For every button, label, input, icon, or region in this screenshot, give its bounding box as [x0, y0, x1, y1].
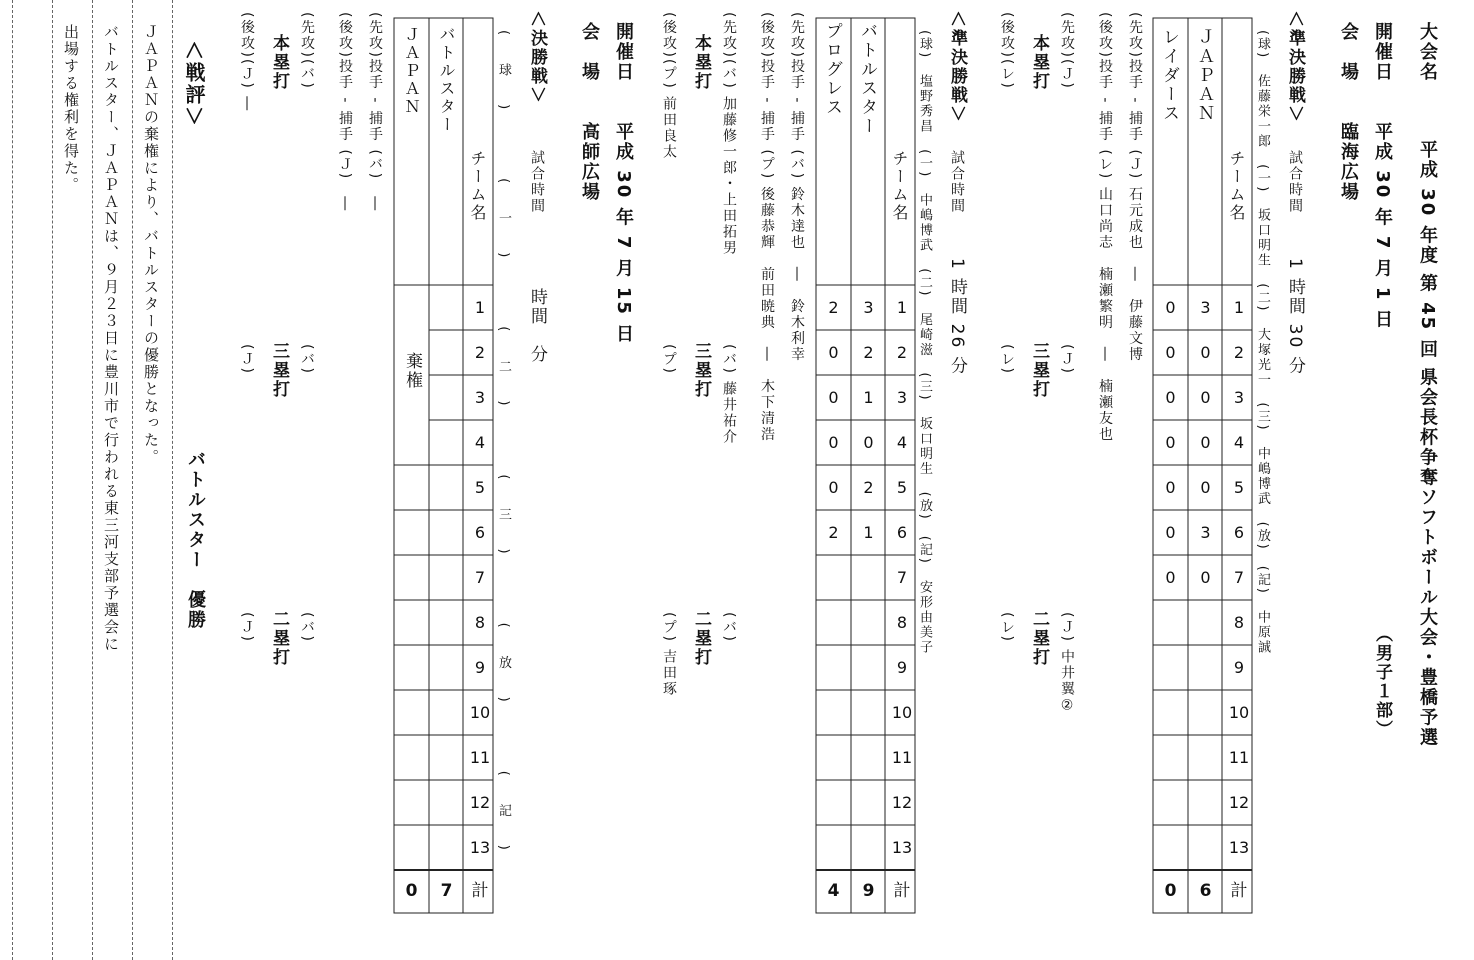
score-cell: 0 — [1165, 388, 1176, 407]
score-cell: 3 — [863, 298, 874, 317]
game2-2b-bottom: (プ) 吉田琢 — [661, 612, 677, 698]
game1-battery-bottom: (後攻)投手 - 捕手 (レ) 山口尚志 楠瀬繁明 ― 楠瀬友也 — [1097, 12, 1113, 443]
game1-umpires: (球) 佐藤栄一郎 (一) 坂口明生 (二) 大塚光一 (三) 中嶋博武 (放) (記) 中原誠 — [1255, 30, 1270, 655]
game3-2b-bottom: (Ｊ) — [239, 612, 255, 643]
score-cell: 0 — [1200, 433, 1211, 452]
tournament-name: 平成 30 年度 第 45 回 県会長杯争奪ソフトボール大会・豊橋予選 — [1417, 140, 1438, 748]
inning-number: 11 — [891, 748, 913, 767]
inning-number: 4 — [474, 433, 486, 452]
game1-2b-bottom: (レ) — [999, 612, 1015, 643]
game1-battery-top: (先攻)投手 - 捕手 (Ｊ) 石元成也 ― 伊藤文博 — [1127, 12, 1143, 363]
score-total: 0 — [405, 881, 418, 901]
game3-battery-bottom: (後攻)投手 - 捕手 (Ｊ) ― — [337, 12, 353, 213]
inning-number: 6 — [474, 523, 486, 542]
review-ruled-line-2 — [92, 0, 93, 960]
score-total: 0 — [1164, 881, 1177, 901]
game1-team2-name: レイダース — [1159, 28, 1179, 123]
inning-number: 13 — [469, 838, 491, 857]
game1-time-label: 試合時間 — [1287, 150, 1303, 214]
game2-team-header: チーム名 — [890, 150, 909, 222]
score-cell: 1 — [863, 523, 874, 542]
tournament-name-label: 大会名 — [1417, 22, 1438, 82]
score-cell: 0 — [1165, 298, 1176, 317]
score-cell: 0 — [1165, 568, 1176, 587]
game3-team1-name: バトルスター — [437, 26, 456, 134]
game3-umpires: (球) (一) (二) (三) (放) (記) — [496, 30, 511, 878]
game1-2b-label: 二塁打 — [1029, 610, 1049, 667]
final-venue-label: 会 場 — [579, 22, 600, 82]
game3-2b-label: 二塁打 — [269, 610, 289, 667]
game2-battery-top: (先攻)投手 - 捕手 (バ) 鈴木達也 ― 鈴木利幸 — [789, 12, 805, 363]
game1-3b-bottom: (レ) — [999, 344, 1015, 375]
review-ruled-line-4 — [12, 0, 13, 960]
venue-value: 臨海広場 — [1338, 122, 1359, 202]
score-cell: 0 — [1200, 478, 1211, 497]
inning-number: 1 — [1233, 298, 1245, 317]
game3-team2-name: ＪＡＰＡＮ — [402, 26, 421, 116]
game1-team-header: チーム名 — [1227, 150, 1246, 222]
inning-number: 7 — [896, 568, 908, 587]
game2-hr-bottom: (後攻)(プ) 前田良太 — [661, 12, 677, 161]
game3-time-label: 試合時間 — [529, 150, 545, 214]
inning-number: 9 — [474, 658, 486, 677]
review-line-2: バトルスター、ＪＡＰＡＮは、９月２３日に豊川市で行われる東三河支部予選会に — [102, 24, 120, 653]
total-label: 計 — [893, 881, 911, 901]
inning-number: 4 — [1233, 433, 1245, 452]
score-cell: 0 — [1200, 343, 1211, 362]
game2-hr-label: 本塁打 — [691, 34, 711, 91]
game3-time: 時間 分 — [527, 288, 547, 364]
tournament-division: （男子１部） — [1372, 625, 1392, 739]
inning-number: 5 — [474, 478, 486, 497]
score-cell: 0 — [828, 478, 839, 497]
inning-number: 5 — [896, 478, 908, 497]
final-venue: 高師広場 — [579, 122, 600, 202]
score-cell: 2 — [828, 523, 839, 542]
game2-2b-top: (バ) — [721, 612, 737, 643]
score-cell: 0 — [1165, 343, 1176, 362]
score-total: 6 — [1199, 881, 1212, 901]
game1-3b-label: 三塁打 — [1029, 342, 1049, 399]
game1-hr-bottom: (後攻)(レ) — [999, 12, 1015, 90]
inning-number: 1 — [474, 298, 486, 317]
score-cell: 2 — [828, 298, 839, 317]
game1-hr-top: (先攻)(Ｊ) — [1059, 12, 1075, 90]
review-ruled-line-3 — [52, 0, 53, 960]
game2-hr-top: (先攻)(バ) 加藤修一郎・上田拓男 — [721, 12, 737, 257]
game1-time: 1 時間 30 分 — [1285, 258, 1305, 376]
inning-number: 5 — [1233, 478, 1245, 497]
inning-number: 9 — [896, 658, 908, 677]
final-date: 平成 30 年 7 月 15 日 — [613, 122, 634, 345]
inning-number: 10 — [1228, 703, 1250, 722]
inning-number: 2 — [1233, 343, 1245, 362]
inning-number: 8 — [896, 613, 908, 632]
score-cell: 0 — [1165, 433, 1176, 452]
review-line-3: 出場する権利を得た。 — [62, 24, 80, 194]
game3-team-header: チーム名 — [468, 150, 487, 222]
score-cell: 3 — [1200, 298, 1211, 317]
score-cell: 0 — [1200, 388, 1211, 407]
inning-number: 9 — [1233, 658, 1245, 677]
game1-team1-name: ＪＡＰＡＮ — [1194, 28, 1214, 123]
inning-number: 10 — [469, 703, 491, 722]
score-cell: 0 — [1165, 478, 1176, 497]
score-cell: 0 — [1165, 523, 1176, 542]
review-ruled-line-1 — [132, 0, 133, 960]
game2-battery-bottom: (後攻)投手 - 捕手 (プ) 後藤恭輝 前田暁典 ― 木下清浩 — [759, 12, 775, 443]
game3-3b-top: (バ) — [299, 344, 315, 375]
game1-hr-label: 本塁打 — [1029, 34, 1049, 91]
review-title: ＜戦評＞ — [182, 40, 206, 128]
game3-battery-top: (先攻)投手 - 捕手 (バ) ― — [367, 12, 383, 213]
score-total: 4 — [827, 881, 840, 901]
game2-team1-name: バトルスター — [857, 22, 877, 136]
inning-number: 6 — [1233, 523, 1245, 542]
total-label: 計 — [1230, 881, 1248, 901]
game3-title: ＜決勝戦＞ — [527, 10, 547, 105]
venue-label: 会 場 — [1338, 22, 1359, 82]
game1-3b-top: (Ｊ) — [1059, 344, 1075, 375]
game2-3b-top: (バ) 藤井祐介 — [721, 344, 737, 446]
game2-title: ＜準決勝戦＞ — [947, 10, 967, 124]
game2-team2-name: プログレス — [822, 22, 842, 117]
inning-number: 7 — [1233, 568, 1245, 587]
game3-2b-top: (バ) — [299, 612, 315, 643]
inning-number: 11 — [469, 748, 491, 767]
score-total: 9 — [862, 881, 875, 901]
inning-number: 12 — [891, 793, 913, 812]
inning-number: 8 — [1233, 613, 1245, 632]
game1-title: ＜準決勝戦＞ — [1285, 10, 1305, 124]
divider-line — [172, 0, 173, 960]
game3-forfeit-note: 棄権 — [402, 352, 422, 390]
inning-number: 13 — [1228, 838, 1250, 857]
score-cell: 0 — [828, 433, 839, 452]
score-cell: 1 — [863, 388, 874, 407]
inning-number: 4 — [896, 433, 908, 452]
inning-number: 8 — [474, 613, 486, 632]
game2-3b-bottom: (プ) — [661, 344, 677, 375]
inning-number: 7 — [474, 568, 486, 587]
score-cell: 2 — [863, 478, 874, 497]
game2-time-label: 試合時間 — [949, 150, 965, 214]
inning-number: 2 — [474, 343, 486, 362]
game2-3b-label: 三塁打 — [691, 342, 711, 399]
review-line-1: ＪＡＰＡＮの棄権により、バトルスターの優勝となった。 — [142, 24, 160, 466]
inning-number: 11 — [1228, 748, 1250, 767]
inning-number: 1 — [896, 298, 908, 317]
inning-number: 6 — [896, 523, 908, 542]
inning-number: 12 — [1228, 793, 1250, 812]
game1-2b-top: (Ｊ) 中井翼② — [1059, 612, 1075, 716]
game3-hr-top: (先攻)(バ) — [299, 12, 315, 90]
inning-number: 3 — [896, 388, 908, 407]
game2-umpires: (球) 塩野秀昌 (一) 中嶋博武 (二) 尾崎滋 (三) 坂口明生 (放) (記) 安形由美子 — [917, 30, 932, 655]
review-winner: バトルスター 優勝 — [185, 450, 206, 630]
date-value: 平成 30 年 7 月 1 日 — [1372, 122, 1393, 330]
score-cell: 0 — [828, 343, 839, 362]
score-cell: 0 — [1200, 568, 1211, 587]
game2-time: 1 時間 26 分 — [947, 258, 967, 376]
inning-number: 12 — [469, 793, 491, 812]
date-label: 開催日 — [1372, 22, 1393, 82]
total-label: 計 — [471, 881, 489, 901]
inning-number: 3 — [474, 388, 486, 407]
score-cell: 0 — [828, 388, 839, 407]
score-total: 7 — [440, 881, 453, 901]
inning-number: 10 — [891, 703, 913, 722]
game3-3b-label: 三塁打 — [269, 342, 289, 399]
score-cell: 2 — [863, 343, 874, 362]
inning-number: 3 — [1233, 388, 1245, 407]
game3-3b-bottom: (Ｊ) — [239, 344, 255, 375]
final-date-label: 開催日 — [613, 22, 634, 82]
score-cell: 0 — [863, 433, 874, 452]
game3-hr-bottom: (後攻)(Ｊ) ― — [239, 12, 255, 113]
inning-number: 13 — [891, 838, 913, 857]
score-cell: 3 — [1200, 523, 1211, 542]
game2-2b-label: 二塁打 — [691, 610, 711, 667]
inning-number: 2 — [896, 343, 908, 362]
game3-hr-label: 本塁打 — [269, 34, 289, 91]
